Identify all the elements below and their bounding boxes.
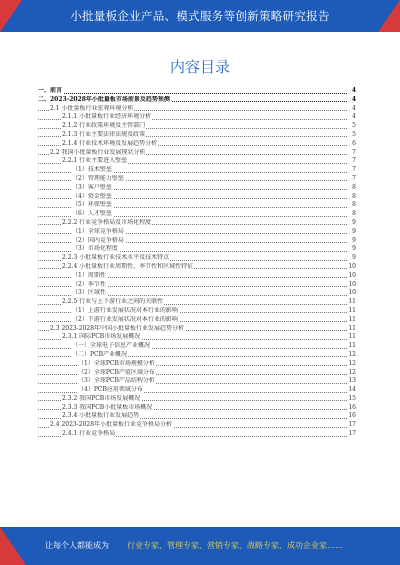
toc-entry-title: 2.2.3 小批量板行业技术水平及技术特点: [62, 254, 170, 262]
toc-entry-title: 2.3.1 国际PCB市场发展概况: [62, 333, 141, 341]
toc-entry-title: 2.4.1 行业竞争格局: [62, 430, 116, 438]
footer-red-stripe: [0, 527, 26, 565]
toc-entry-page-number: 8: [347, 184, 356, 193]
toc-entry-page-number: 6: [347, 140, 356, 149]
toc-entry[interactable]: [38, 377, 356, 386]
toc-entry-page-number: 5: [347, 131, 356, 140]
toc-entry-title: （3）客户壁垒: [72, 183, 112, 191]
toc-entry[interactable]: [38, 307, 356, 316]
toc-entry[interactable]: [38, 201, 356, 210]
toc-entry-page-number: 4: [347, 113, 356, 122]
toc-entry-page-number: 13: [348, 377, 356, 385]
toc-entry-page-number: 10: [348, 262, 356, 270]
toc-entry[interactable]: [38, 228, 356, 237]
toc-entry[interactable]: [38, 105, 356, 114]
toc-entry-title: （二）PCB产业概况: [72, 350, 128, 358]
toc-entry-page-number: 7: [347, 166, 356, 175]
toc-entry[interactable]: [38, 263, 356, 272]
toc-entry-page-number: 5: [347, 122, 356, 131]
toc-entry[interactable]: [38, 237, 356, 246]
toc-entry-page-number: 7: [347, 157, 356, 166]
toc-entry[interactable]: [38, 193, 356, 202]
toc-entry[interactable]: [38, 298, 356, 307]
toc-entry-title: （3）区域性: [72, 289, 106, 297]
toc-entry-page-number: 10: [348, 271, 356, 279]
toc-entry-title: （一）全球电子信息产业概况: [72, 342, 151, 350]
toc-entry-page-number: 16: [348, 412, 356, 420]
toc-entry[interactable]: [38, 157, 356, 166]
toc-entry[interactable]: [38, 430, 356, 439]
toc-entry-title: （2）全球PCB产值区域分布: [78, 368, 155, 376]
toc-entry[interactable]: [38, 351, 356, 360]
toc-entry-title: 2.1.1 小批量板行业经济环境分析: [62, 113, 152, 121]
toc-entry[interactable]: [38, 412, 356, 421]
toc-entry-title: 2.2 我国小批量板行业发展现状分析: [50, 148, 146, 156]
toc-entry[interactable]: [38, 404, 356, 413]
toc-entry[interactable]: [38, 140, 356, 149]
toc-entry-title: 2.1.2 行业政策环境及主管部门: [62, 122, 146, 130]
toc-entry[interactable]: [38, 96, 356, 105]
toc-entry-page-number: 8: [347, 210, 356, 219]
toc-entry[interactable]: [38, 131, 356, 140]
toc-entry-title: （3）全球PCB产品结构分析: [78, 377, 155, 385]
toc-entry-title: （1）周期性: [72, 271, 106, 279]
toc-entry-title: 2.2.2 行业竞争格局及市场化程度: [62, 218, 152, 226]
toc-entry[interactable]: [38, 325, 356, 334]
toc-entry[interactable]: [38, 395, 356, 404]
toc-entry-page-number: 17: [348, 421, 356, 429]
toc-entry[interactable]: [38, 87, 356, 96]
toc-entry[interactable]: [38, 360, 356, 369]
toc-entry-title: 2.1.4 行业技术环境及发展趋势分析: [62, 139, 158, 147]
toc-entry-title: 2.3 2023-2028年中国小批量板行业发展趋势分析: [50, 324, 185, 332]
toc-entry-title: 2.2.5 行业与上下游行业之间的关联性: [62, 298, 164, 306]
toc-entry-page-number: 12: [348, 350, 356, 358]
toc-entry-page-number: 10: [348, 289, 356, 297]
toc-entry-page-number: 11: [348, 342, 356, 350]
toc-entry-page-number: 8: [347, 201, 356, 210]
table-of-contents: [38, 87, 356, 439]
toc-entry-title: （1）全球PCB市场规模分析: [78, 359, 155, 367]
toc-entry[interactable]: [38, 421, 356, 430]
toc-entry-title: 2.2.1 行业主要进入壁垒: [62, 157, 128, 165]
toc-entry-page-number: 8: [347, 193, 356, 202]
toc-entry[interactable]: [38, 254, 356, 263]
toc-entry-page-number: 9: [347, 237, 356, 246]
toc-entry-title: （2）国内竞争格局: [72, 236, 124, 244]
toc-entry-title: （2）下游行业发展状况对本行业的影响: [72, 315, 178, 323]
footer-slogan-lead: 让每个人都能成为: [45, 541, 109, 550]
toc-entry-title: （4）资金壁垒: [72, 192, 112, 200]
toc-entry-page-number: 17: [348, 430, 356, 438]
toc-entry-page-number: 9: [347, 245, 356, 254]
toc-entry[interactable]: [38, 113, 356, 122]
toc-entry[interactable]: [38, 369, 356, 378]
toc-entry-page-number: 11: [348, 298, 356, 306]
toc-entry[interactable]: [38, 122, 356, 131]
toc-entry-title: （2）管理能力壁垒: [72, 174, 124, 182]
toc-entry-title: 2.1 小批量板行业宏观环境分析: [50, 104, 134, 112]
toc-entry[interactable]: [38, 289, 356, 298]
toc-entry-page-number: 12: [348, 359, 356, 367]
toc-entry-title: 2.3.2 我国PCB市场发展概况: [62, 394, 141, 402]
toc-entry-title: （6）人才壁垒: [72, 210, 112, 218]
toc-entry-page-number: 7: [347, 149, 356, 158]
toc-entry[interactable]: [38, 316, 356, 325]
toc-entry[interactable]: [38, 342, 356, 351]
toc-entry-title: （1）全球竞争格局: [72, 227, 124, 235]
toc-entry[interactable]: [38, 245, 356, 254]
toc-entry-page-number: 9: [347, 219, 356, 228]
toc-entry[interactable]: [38, 219, 356, 228]
toc-entry-page-number: 11: [348, 315, 356, 323]
toc-entry-title: 一、前言: [38, 87, 63, 94]
toc-entry-page-number: 9: [347, 254, 356, 263]
toc-entry[interactable]: [38, 149, 356, 158]
toc-entry-title: （2）季节性: [72, 280, 106, 288]
toc-entry-title: 2.4 2023-2028年小批量板行业竞争格局分析: [50, 421, 173, 429]
report-title: 小批量板企业产品、模式服务等创新策略研究报告: [70, 9, 330, 23]
toc-entry-title: （1）技术壁垒: [72, 166, 112, 174]
toc-entry-title: 2.1.3 行业主要法律法规及政策: [62, 130, 146, 138]
toc-entry[interactable]: [38, 333, 356, 342]
report-header-banner: [0, 0, 400, 32]
toc-entry-page-number: 4: [347, 96, 356, 105]
toc-entry-title: （4）PCB应用领域分布: [78, 386, 143, 394]
toc-entry-title: 2.2.4 小批量板行业周期性、季节性和区域性特征: [62, 262, 194, 270]
toc-entry-page-number: 4: [347, 87, 356, 96]
toc-heading: 内容目录: [169, 58, 230, 76]
toc-entry-title: 二、2023-2028年小批量板市场前景及趋势预测: [38, 95, 170, 103]
toc-entry-page-number: 14: [348, 386, 356, 394]
toc-dot-leader: [38, 93, 347, 94]
toc-entry-page-number: 10: [348, 280, 356, 288]
toc-entry-title: （3）市场化程度: [72, 245, 118, 253]
toc-entry-title: 2.3.4 小批量板行业发展趋势: [62, 412, 140, 420]
toc-entry[interactable]: [38, 166, 356, 175]
toc-entry[interactable]: [38, 386, 356, 395]
toc-entry-page-number: 4: [347, 105, 356, 114]
toc-entry-page-number: 7: [347, 175, 356, 184]
toc-entry[interactable]: [38, 184, 356, 193]
footer-banner: [0, 527, 400, 565]
toc-entry[interactable]: [38, 175, 356, 184]
toc-entry-page-number: 11: [348, 306, 356, 314]
toc-entry-page-number: 15: [348, 394, 356, 402]
toc-entry-page-number: 11: [348, 333, 356, 341]
footer-slogan-roles: 行业专家、管理专家、营销专家、战略专家、成功企业家……: [127, 541, 343, 550]
toc-entry-page-number: 9: [347, 228, 356, 237]
toc-entry[interactable]: [38, 281, 356, 290]
toc-entry[interactable]: [38, 210, 356, 219]
toc-entry-page-number: 16: [348, 403, 356, 411]
footer-slogan: [45, 540, 343, 551]
toc-entry-title: （1）上游行业发展状况对本行业的影响: [72, 306, 178, 314]
toc-entry-title: 2.3.3 我国PCB小批量板市场概况: [62, 403, 153, 411]
toc-entry[interactable]: [38, 272, 356, 281]
toc-entry-page-number: 12: [348, 368, 356, 376]
toc-entry-page-number: 11: [348, 324, 356, 332]
toc-entry-title: （5）环保壁垒: [72, 201, 112, 209]
